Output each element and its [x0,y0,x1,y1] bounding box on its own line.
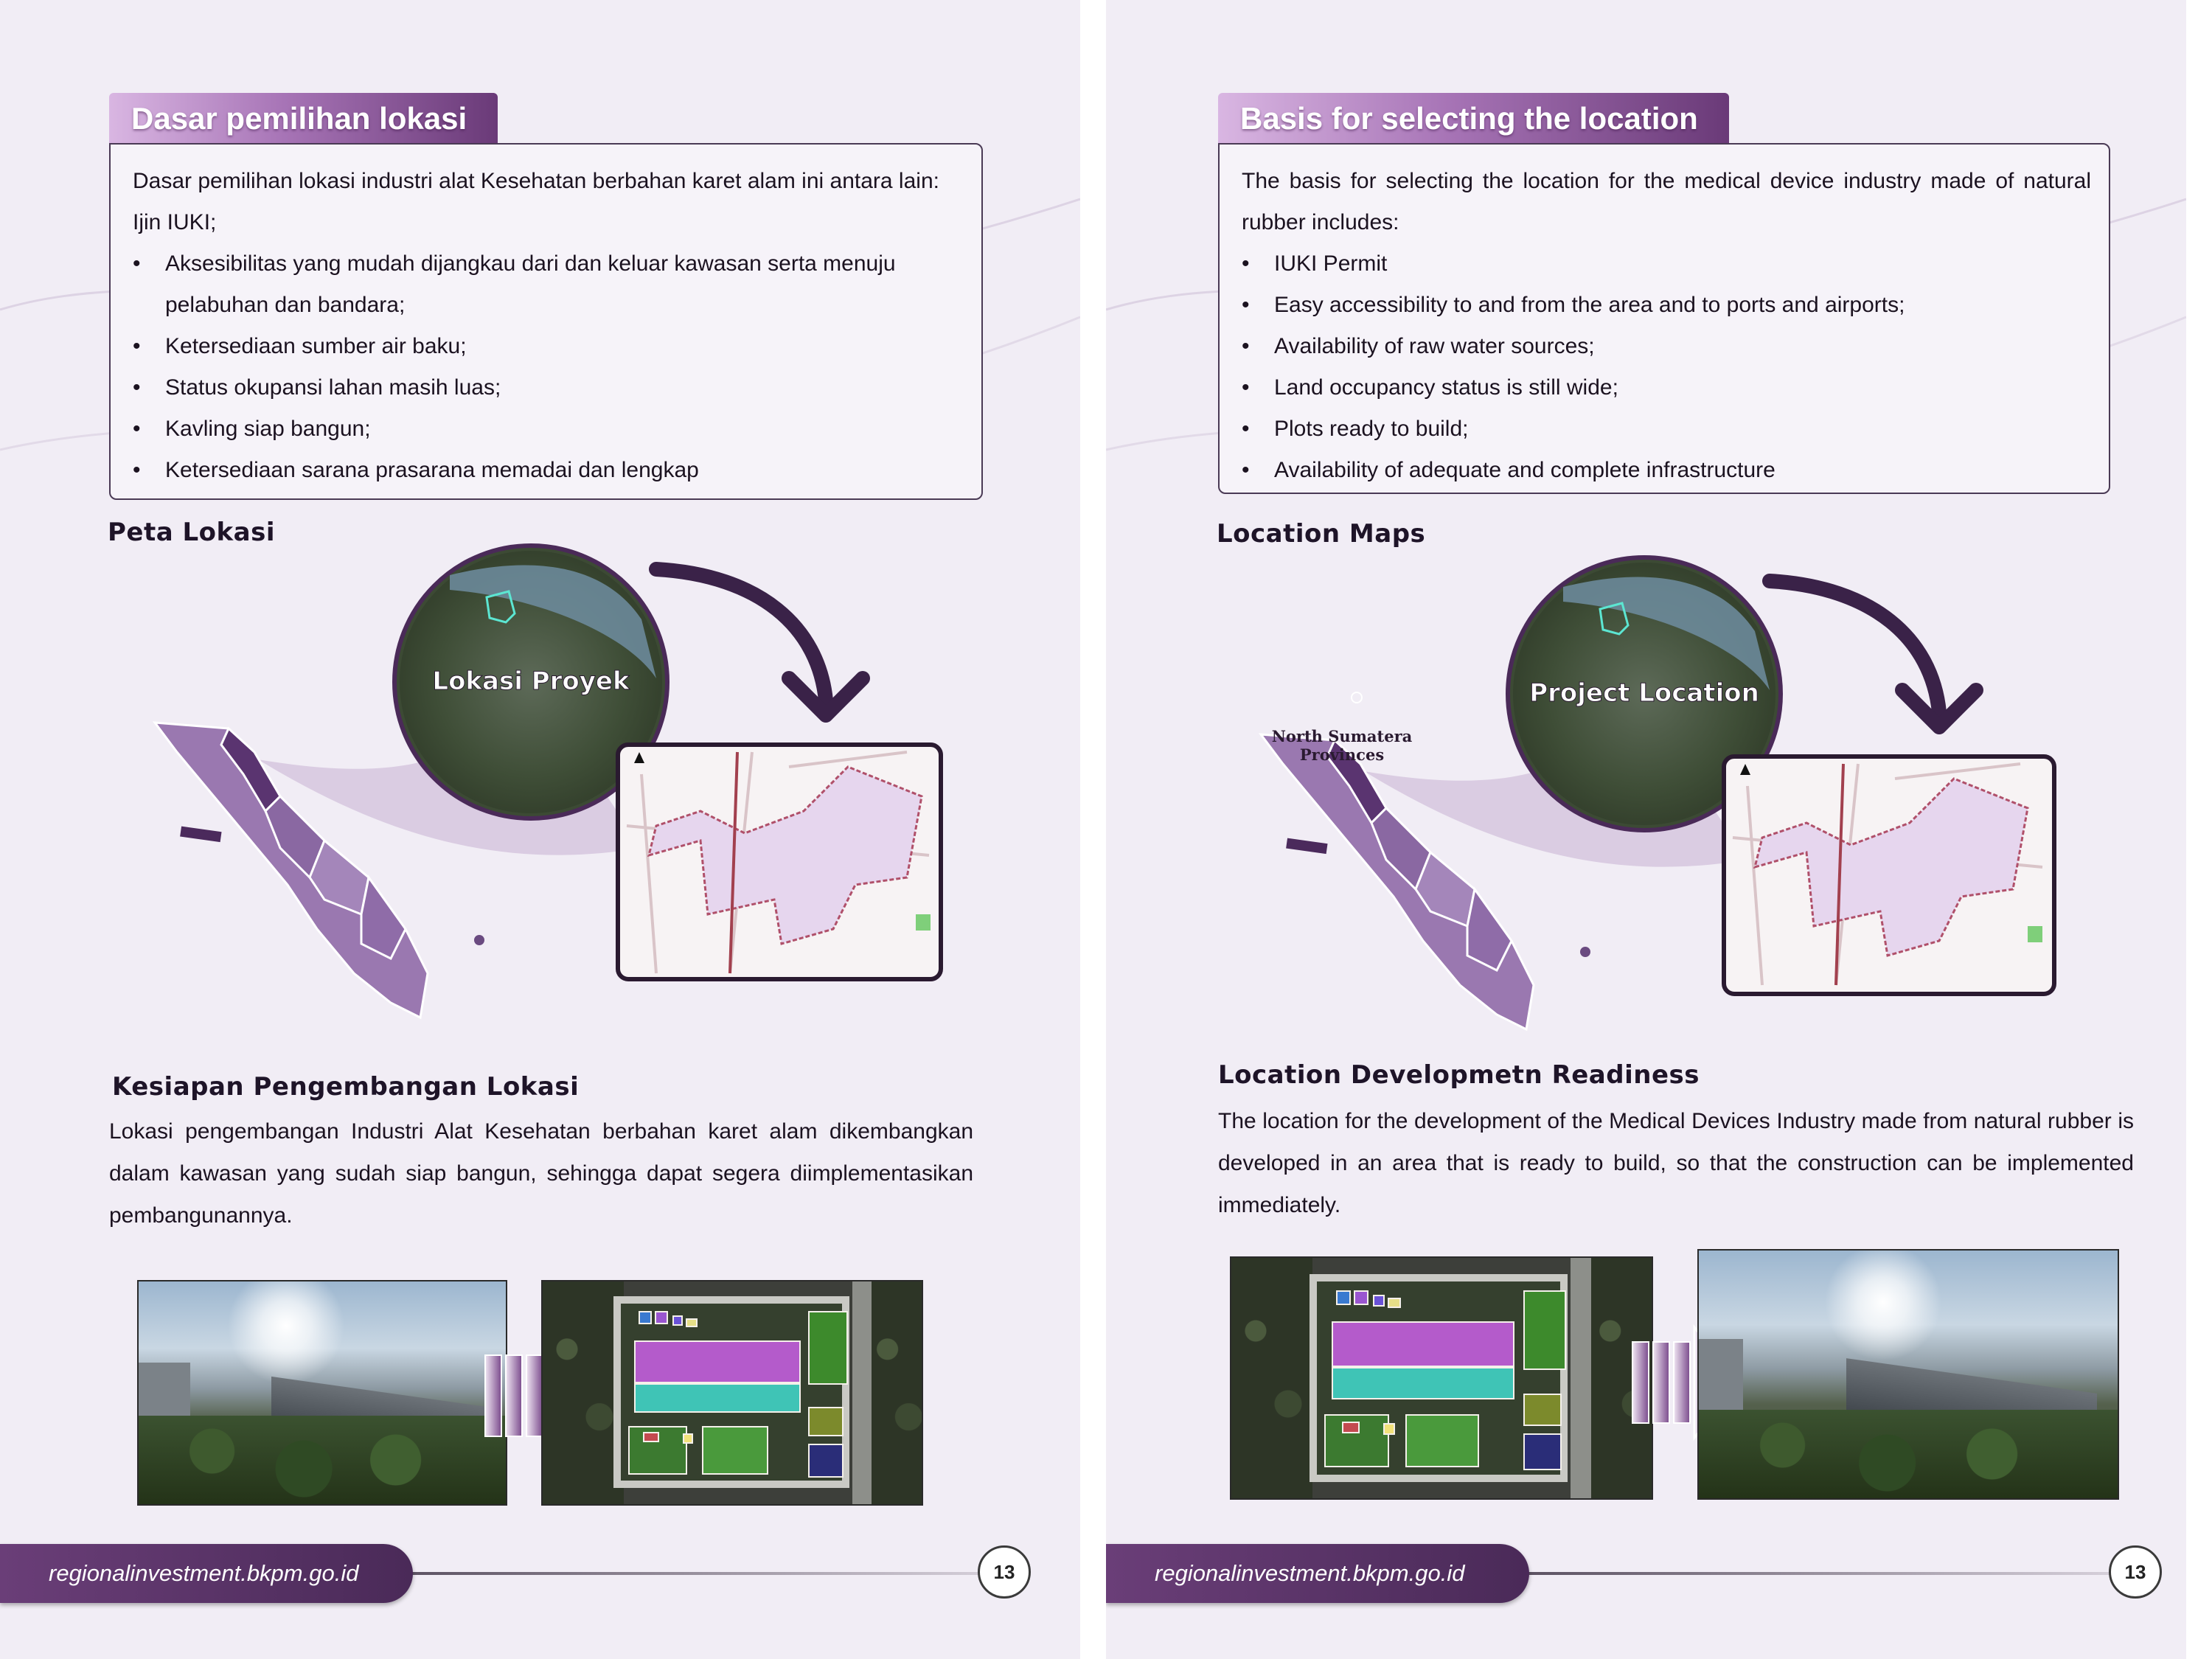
list-item: • Ketersediaan sumber air baku; [133,326,964,367]
page-number: 13 [2109,1545,2162,1599]
location-map-illustration [1231,543,2057,1044]
development-heading: Kesiapan Pengembangan Lokasi [112,1072,580,1102]
footer-divider [1519,1572,2124,1575]
project-location-label: Project Location [1529,678,1759,708]
street-map-panel [1724,757,2054,994]
list-item: • Availability of adequate and complete infrastructure [1242,450,2091,491]
location-basis-box [1218,143,2110,494]
list-item: • IUKI Permit [1242,243,2091,285]
basis-list [1242,243,2091,491]
development-heading: Location Developmetn Readiness [1218,1060,1700,1090]
province-label: Provinces [1299,745,1385,764]
section-title-tab: Dasar pemilihan lokasi [109,93,498,145]
page-number: 13 [978,1545,1031,1599]
list-item: • Land occupancy status is still wide; [1242,367,2091,408]
project-location-label: Lokasi Proyek [432,667,630,696]
list-item: • Kavling siap bangun; [133,408,964,450]
basis-list [133,243,964,491]
list-item: • Status okupansi lahan masih luas; [133,367,964,408]
list-item: • Ketersediaan sarana prasarana memadai dan lengkap [133,450,964,491]
intro-text: The basis for selecting the location for the medical device industry made of natural rubber includes: [1242,169,2091,234]
footer-url-banner[interactable]: regionalinvestment.bkpm.go.id [0,1544,413,1603]
footer-divider [398,1572,1003,1575]
location-basis-box [109,143,983,500]
development-paragraph: Lokasi pengembangan Industri Alat Kesehatan berbahan karet alam dikembangkan dalam kawasan yang sudah siap bangun, sehingga dapat segera diimplementasikan pembangunannya. [109,1119,973,1228]
site-plan-aerial-photo [1230,1256,1653,1500]
development-paragraph: The location for the development of the Medical Devices Industry made from natural rubber is developed in an area that is ready to build, so that the construction can be implemented immediately. [1218,1109,2134,1217]
street-map-panel [618,745,941,979]
list-item: • Easy accessibility to and from the area and to ports and airports; [1242,285,2091,326]
list-item: • Availability of raw water sources; [1242,326,2091,367]
right-page [1106,0,2186,1659]
left-page [0,0,1080,1659]
list-item: • Plots ready to build; [1242,408,2091,450]
building-render-photo [137,1280,507,1506]
site-plan-aerial-photo [541,1280,923,1506]
permit-text: Ijin IUKI; [133,210,217,234]
intro-text: Dasar pemilihan lokasi industri alat Kesehatan berbahan karet alam ini antara lain: [133,169,939,193]
section-title-tab: Basis for selecting the location [1218,93,1729,145]
province-label: North Sumatera [1271,727,1413,745]
map-heading: Peta Lokasi [108,518,275,547]
map-heading: Location Maps [1217,519,1426,549]
building-render-photo [1697,1249,2119,1500]
list-item: • Aksesibilitas yang mudah dijangkau dari dan keluar kawasan serta menuju pelabuhan dan bandara; [133,243,964,326]
location-map-illustration [125,531,951,1032]
footer-url-banner[interactable]: regionalinvestment.bkpm.go.id [1106,1544,1529,1603]
